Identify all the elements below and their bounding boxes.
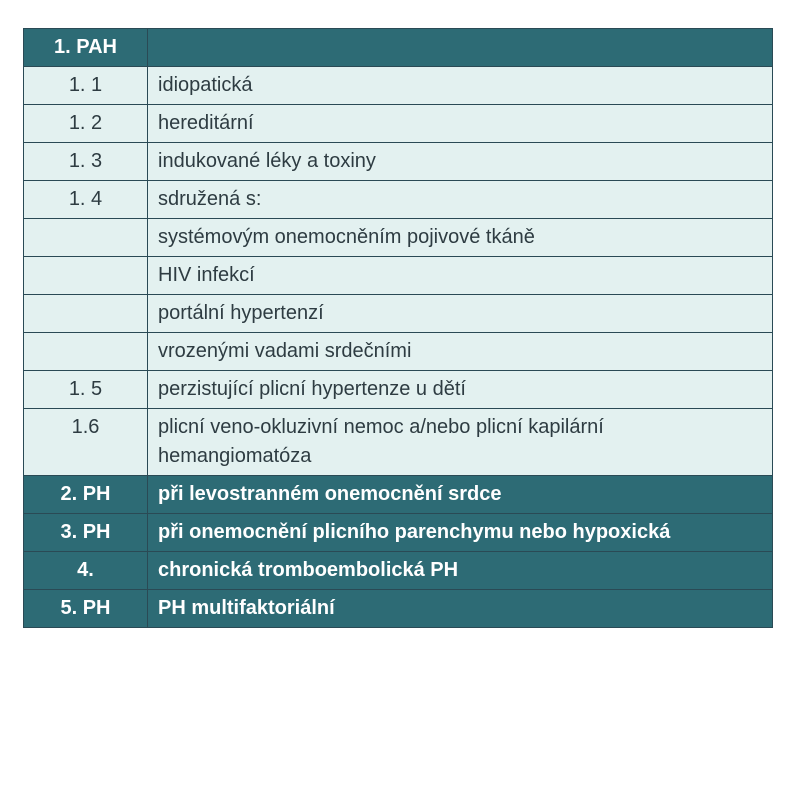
table-row — [24, 67, 773, 105]
row-text: idiopatická — [148, 67, 773, 105]
row-text: PH multifaktoriální — [148, 590, 773, 628]
row-text: chronická tromboembolická PH — [148, 552, 773, 590]
row-code: 1. PAH — [24, 29, 148, 67]
row-text: HIV infekcí — [148, 257, 773, 295]
row-code — [24, 257, 148, 295]
row-code: 4. — [24, 552, 148, 590]
row-text: sdružená s: — [148, 181, 773, 219]
table-row — [24, 590, 773, 628]
row-code: 2. PH — [24, 476, 148, 514]
row-code: 1. 2 — [24, 105, 148, 143]
row-text: hereditární — [148, 105, 773, 143]
table-row — [24, 219, 773, 257]
table-row — [24, 181, 773, 219]
table-row — [24, 409, 773, 476]
row-code — [24, 219, 148, 257]
table-row — [24, 29, 773, 67]
row-code — [24, 295, 148, 333]
row-text: při levostranném onemocnění srdce — [148, 476, 773, 514]
row-text: plicní veno-okluzivní nemoc a/nebo plicní kapilární hemangiomatóza — [148, 409, 773, 476]
row-code: 1. 1 — [24, 67, 148, 105]
table-row — [24, 257, 773, 295]
row-text — [148, 29, 773, 67]
row-text: vrozenými vadami srdečními — [148, 333, 773, 371]
table-row — [24, 476, 773, 514]
row-text: portální hypertenzí — [148, 295, 773, 333]
table-row — [24, 371, 773, 409]
row-text: indukované léky a toxiny — [148, 143, 773, 181]
table-row — [24, 552, 773, 590]
row-code: 3. PH — [24, 514, 148, 552]
row-text: perzistující plicní hypertenze u dětí — [148, 371, 773, 409]
table-row — [24, 143, 773, 181]
row-code: 1. 5 — [24, 371, 148, 409]
table-row — [24, 333, 773, 371]
row-code: 5. PH — [24, 590, 148, 628]
row-code — [24, 333, 148, 371]
row-code: 1. 4 — [24, 181, 148, 219]
table-row — [24, 295, 773, 333]
table-row — [24, 514, 773, 552]
row-code: 1. 3 — [24, 143, 148, 181]
row-text: systémovým onemocněním pojivové tkáně — [148, 219, 773, 257]
row-text: při onemocnění plicního parenchymu nebo hypoxická — [148, 514, 773, 552]
table-row — [24, 105, 773, 143]
row-code: 1.6 — [24, 409, 148, 476]
ph-classification-table — [23, 28, 773, 628]
